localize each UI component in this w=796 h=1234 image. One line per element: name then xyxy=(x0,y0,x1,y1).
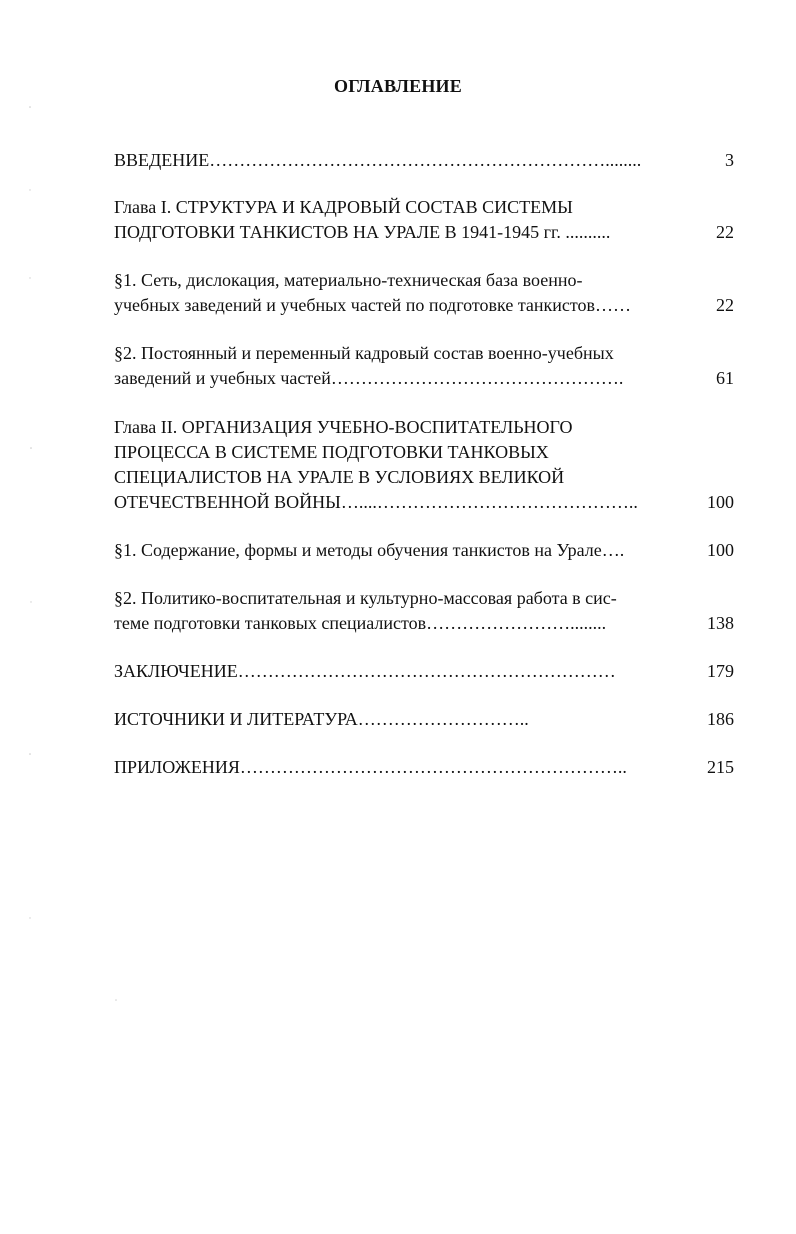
toc-entry-chapter-2[interactable] xyxy=(114,415,734,515)
toc-entry-conclusion[interactable] xyxy=(114,659,734,684)
toc-entry-appendices[interactable] xyxy=(114,755,734,780)
toc-entry-line: §1. Содержание, формы и методы обучения танкистов на Урале…. xyxy=(114,540,625,560)
toc-entry-chapter-1[interactable] xyxy=(114,195,734,245)
toc-page-number: 3 xyxy=(725,150,734,170)
toc-page-number: 215 xyxy=(707,757,734,777)
toc-page-number: 138 xyxy=(707,613,734,633)
toc-entry-line: ИСТОЧНИКИ И ЛИТЕРАТУРА……………………….. xyxy=(114,709,529,729)
toc-entry-line: Глава I. СТРУКТУРА И КАДРОВЫЙ СОСТАВ СИСТЕМЫ xyxy=(114,197,573,217)
toc-entry-line: ПРИЛОЖЕНИЯ……………………………………………………….. xyxy=(114,757,627,777)
toc-entry-line: Глава II. ОРГАНИЗАЦИЯ УЧЕБНО-ВОСПИТАТЕЛЬНОГО xyxy=(114,417,573,437)
toc-entry-chapter-2-section-1[interactable] xyxy=(114,538,734,563)
toc-entry-line: §2. Политико-воспитательная и культурно-массовая работа в сис- xyxy=(114,588,617,608)
toc-entry-line: теме подготовки танковых специалистов……………………........ xyxy=(114,613,607,633)
toc-entry-line: СПЕЦИАЛИСТОВ НА УРАЛЕ В УСЛОВИЯХ ВЕЛИКОЙ xyxy=(114,467,565,487)
table-of-contents xyxy=(114,148,734,780)
toc-page-number: 61 xyxy=(716,368,734,388)
toc-page-number: 179 xyxy=(707,661,734,681)
toc-entry-line: ОТЕЧЕСТВЕННОЙ ВОЙНЫ…....…………………………………….. xyxy=(114,492,638,512)
toc-entry-introduction[interactable] xyxy=(114,148,734,173)
toc-page-number: 186 xyxy=(707,709,734,729)
toc-entry-sources[interactable] xyxy=(114,707,734,732)
toc-entry-line: учебных заведений и учебных частей по подготовке танкистов…… xyxy=(114,295,632,315)
toc-page-number: 22 xyxy=(716,222,734,242)
toc-entry-chapter-2-section-2[interactable] xyxy=(114,586,734,636)
toc-entry-chapter-1-section-1[interactable] xyxy=(114,268,734,318)
toc-entry-line: ПРОЦЕССА В СИСТЕМЕ ПОДГОТОВКИ ТАНКОВЫХ xyxy=(114,442,549,462)
toc-entry-line: §2. Постоянный и переменный кадровый состав военно-учебных xyxy=(114,343,614,363)
toc-entry-chapter-1-section-2[interactable] xyxy=(114,341,734,391)
page-title: ОГЛАВЛЕНИЕ xyxy=(334,76,462,96)
toc-page-number: 22 xyxy=(716,295,734,315)
toc-page-number: 100 xyxy=(707,540,734,560)
toc-entry-line: заведений и учебных частей…………………………………………. xyxy=(114,368,624,388)
toc-page-number: 100 xyxy=(707,492,734,512)
toc-entry-line: §1. Сеть, дислокация, материально-техническая база военно- xyxy=(114,270,583,290)
toc-entry-line: ЗАКЛЮЧЕНИЕ……………………………………………………… xyxy=(114,661,616,681)
toc-entry-line: ВВЕДЕНИЕ…………………………………………………………........ xyxy=(114,150,642,170)
toc-entry-line: ПОДГОТОВКИ ТАНКИСТОВ НА УРАЛЕ В 1941-1945 гг. .......... xyxy=(114,222,611,242)
